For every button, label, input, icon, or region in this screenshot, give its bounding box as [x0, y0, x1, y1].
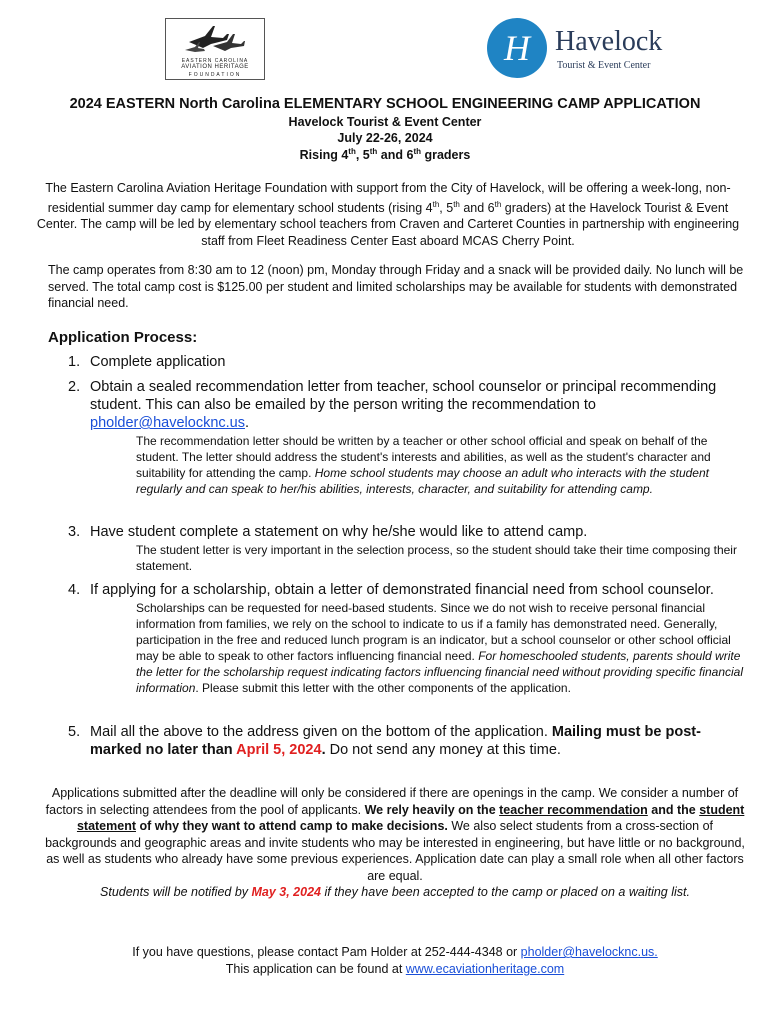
website-link[interactable]: www.ecaviationheritage.com — [405, 962, 565, 976]
venue: Havelock Tourist & Event Center — [288, 115, 482, 129]
step-2-note — [136, 433, 748, 497]
logo-text-1: EASTERN CAROLINA — [181, 58, 249, 64]
deadline-end: . — [321, 742, 326, 758]
grade-text: graders — [421, 148, 471, 163]
camp-dates: July 22-26, 2024 — [337, 131, 433, 145]
step-4-note — [136, 600, 748, 696]
process-heading: Application Process: — [48, 329, 198, 346]
logo-text-3: FOUNDATION — [188, 72, 242, 78]
selection-text: We also select students from a cross-section of backgrounds and geographic areas and invite students who may be interested in engineering, but have little or no background, as well as students who already have some previous experiences. Application date can play a small role when all other factors are equal. — [45, 819, 745, 883]
sup: th — [348, 147, 356, 156]
note-text: The recommendation letter should be written by a teacher or other school official and speak on behalf of the student. The letter should address the student's interests and abilities, as well as the student's character and suitability for attending the camp. — [136, 434, 711, 480]
havelock-name: Havelock — [555, 26, 663, 57]
step-text-body: Mail all the above to the address given on the bottom of the application. — [90, 724, 552, 740]
grade-levels — [0, 147, 770, 162]
note-italic: Home school students may choose an adult who interacts with the student regularly and can speak to her/his abilities, interests, character, and suitability for attending camp. — [136, 466, 709, 496]
logo-text-2: AVIATION HERITAGE — [181, 64, 249, 70]
website-text: This application can be found at — [225, 962, 406, 976]
step-number: 2. — [68, 379, 81, 395]
step-1 — [68, 353, 748, 371]
step-text: Complete application — [90, 354, 226, 370]
jets-icon — [183, 22, 247, 56]
step-4 — [68, 581, 758, 599]
intro-paragraph — [28, 180, 748, 249]
sup: th — [453, 199, 460, 209]
deadline-date: April 5, 2024 — [236, 742, 322, 758]
intro-text: graders) at the Havelock Tourist & Event Center. The camp will be led by elementary school teachers from Craven and Carteret Counties in partnership with engineering staff from Fleet Readiness Center East aboard MCAS Cherry Point. — [36, 200, 740, 248]
deadline-text: Mailing must be post-marked no later than — [90, 724, 701, 758]
selection-bold: We rely heavily on the — [364, 802, 500, 817]
intro-text: and 6 — [459, 200, 495, 215]
grade-text: and 6 — [377, 148, 414, 163]
note-italic: For homeschooled students, parents should write the letter for the scholarship request indicating factors influencing financial need without providing specific financial information — [136, 649, 744, 695]
step-number: 1. — [68, 354, 81, 370]
note-text: Scholarships can be requested for need-based students. Since we do not wish to receive personal financial information from families, we rely on the school to indicate to us if a family has demonstrated need. Generally, participation in the free and reduced lunch program is an indicator, but a school counselor or other school official may be able to speak to other factors influencing financial need. — [136, 601, 731, 663]
website-line — [40, 961, 750, 978]
havelock-logo — [487, 18, 687, 78]
contact-email-link[interactable]: pholder@havelocknc.us. — [520, 945, 658, 959]
step-number: 4. — [68, 582, 81, 598]
step-number: 5. — [68, 724, 81, 740]
operations-paragraph: The camp operates from 8:30 am to 12 (noon) pm, Monday through Friday and a snack will be provided daily. No lunch will be served. The total camp cost is $125.00 per student and limited scholarships may be available for students with demonstrated financial need. — [48, 263, 744, 310]
contact-text: If you have questions, please contact Pam Holder at 252-444-4348 or — [132, 945, 521, 959]
step-text: Have student complete a statement on why he/she would like to attend camp. — [90, 524, 588, 540]
step-2 — [68, 378, 748, 432]
notify-text: Students will be notified by — [100, 885, 252, 899]
notify-date: May 3, 2024 — [251, 885, 321, 899]
step-text-end: Do not send any money at this time. — [325, 742, 561, 758]
step-text — [90, 723, 748, 759]
step-number: 3. — [68, 524, 81, 540]
havelock-emblem-icon — [487, 18, 547, 78]
notify-text: if they have been accepted to the camp or placed on a waiting list. — [321, 885, 690, 899]
email-link[interactable]: pholder@havelocknc.us — [90, 415, 245, 431]
sup: th — [413, 147, 421, 156]
contact-line — [40, 944, 750, 961]
step-3-note: The student letter is very important in the selection process, so the student should take their time composing their statement. — [136, 543, 737, 573]
selection-underline: student statement — [76, 802, 745, 833]
selection-bold: of why they want to attend camp to make decisions. — [136, 819, 448, 833]
step-text-body: Obtain a sealed recommendation letter from teacher, school counselor or principal recommending student. This can also be emailed by the person writing the recommendation to — [90, 379, 717, 413]
grade-text: , 5 — [355, 148, 370, 163]
havelock-monogram: H — [504, 28, 530, 68]
selection-underline: teacher recommendation — [499, 802, 648, 817]
grade-text: Rising 4 — [299, 148, 349, 163]
intro-text: , 5 — [439, 200, 454, 215]
selection-paragraph — [40, 785, 750, 901]
intro-text: The Eastern Carolina Aviation Heritage Foundation with support from the City of Havelock, will be offering a week-long, non-residential summer day camp for elementary school students (rising 4 — [45, 181, 731, 215]
step-text-end: . — [244, 415, 250, 431]
step-5 — [68, 723, 748, 759]
selection-bold: and the — [647, 802, 700, 817]
selection-text: Applications submitted after the deadline will only be considered if there are openings in the camp. We consider a number of factors in selecting attendees from the pool of applicants. — [45, 786, 739, 817]
havelock-subtitle: Tourist & Event Center — [557, 60, 651, 71]
step-3 — [68, 523, 748, 541]
ecahf-logo — [165, 18, 265, 80]
step-text — [90, 378, 748, 432]
step-text: If applying for a scholarship, obtain a letter of demonstrated financial need from school counselor. — [90, 582, 714, 598]
page-title: 2024 EASTERN North Carolina ELEMENTARY SCHOOL ENGINEERING CAMP APPLICATION — [69, 96, 701, 112]
header-logos — [0, 0, 770, 90]
sup: th — [494, 199, 502, 209]
sup: th — [432, 199, 440, 209]
sup: th — [369, 147, 378, 156]
note-end: . Please submit this letter with the other components of the application. — [195, 681, 571, 695]
